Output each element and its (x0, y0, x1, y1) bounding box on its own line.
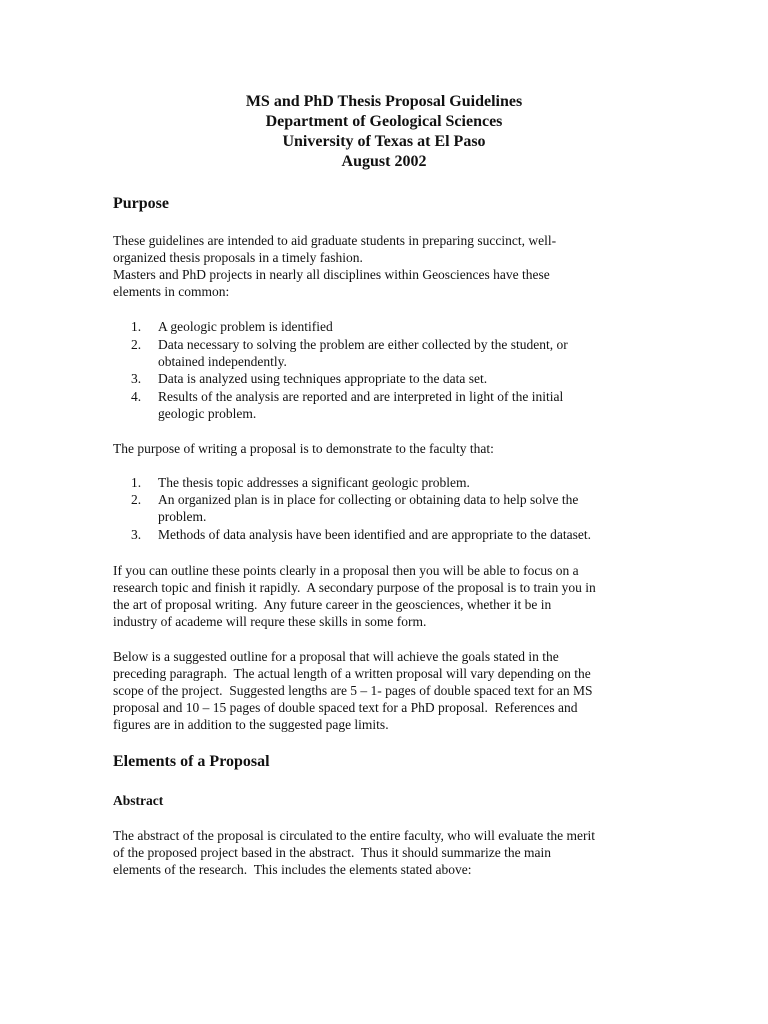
abstract-line: of the proposed project based in the abstract. Thus it should summarize the main (113, 845, 552, 860)
title-line-4: August 2002 (341, 153, 427, 170)
paragraph-line: figures are in addition to the suggested page limits. (113, 717, 389, 732)
title-line-3: University of Texas at El Paso (282, 133, 486, 150)
list-text: problem. (158, 509, 207, 524)
abstract-line: The abstract of the proposal is circulated to the entire faculty, who will evaluate the merit (113, 828, 595, 843)
purpose-intro-line: elements in common: (113, 284, 230, 299)
list-number: 2. (131, 337, 142, 352)
list-text: Data is analyzed using techniques appropriate to the data set. (158, 371, 488, 386)
paragraph-line: scope of the project. Suggested lengths are 5 – 1- pages of double spaced text for an MS (113, 683, 593, 698)
paragraph-line: the art of proposal writing. Any future career in the geosciences, whether it be in (113, 597, 552, 612)
list-text: Data necessary to solving the problem are either collected by the student, or (158, 337, 568, 352)
list-number: 4. (131, 389, 142, 404)
paragraph-line: proposal and 10 – 15 pages of double spaced text for a PhD proposal. References and (113, 700, 578, 715)
list-text: A geologic problem is identified (158, 319, 333, 334)
list-text: obtained independently. (158, 354, 287, 369)
list-number: 3. (131, 527, 142, 542)
abstract-line: elements of the research. This includes the elements stated above: (113, 862, 472, 877)
paragraph-line: Below is a suggested outline for a proposal that will achieve the goals stated in the (113, 649, 559, 664)
purpose-heading: Purpose (113, 195, 169, 212)
list-text: geologic problem. (158, 406, 257, 421)
list-text: The thesis topic addresses a significant geologic problem. (158, 475, 470, 490)
list-number: 1. (131, 475, 142, 490)
purpose-intro-line: These guidelines are intended to aid graduate students in preparing succinct, well- (113, 233, 557, 248)
elements-heading: Elements of a Proposal (113, 753, 270, 770)
purpose-intro-line: Masters and PhD projects in nearly all disciplines within Geosciences have these (113, 267, 550, 282)
paragraph-line: preceding paragraph. The actual length of a written proposal will vary depending on the (113, 666, 591, 681)
list2-intro: The purpose of writing a proposal is to demonstrate to the faculty that: (113, 441, 494, 456)
paragraph-line: If you can outline these points clearly in a proposal then you will be able to focus on a (113, 563, 579, 578)
paragraph-line: industry of academe will requre these skills in some form. (113, 614, 427, 629)
list-number: 1. (131, 319, 142, 334)
list-number: 3. (131, 371, 142, 386)
list-text: An organized plan is in place for collecting or obtaining data to help solve the (158, 492, 579, 507)
list-number: 2. (131, 492, 142, 507)
abstract-heading: Abstract (113, 793, 164, 808)
title-line-1: MS and PhD Thesis Proposal Guidelines (245, 93, 523, 110)
list-text: Results of the analysis are reported and are interpreted in light of the initial (158, 389, 564, 404)
list-text: Methods of data analysis have been identified and are appropriate to the dataset. (158, 527, 591, 542)
purpose-intro-line: organized thesis proposals in a timely fashion. (113, 250, 363, 265)
title-line-2: Department of Geological Sciences (265, 113, 503, 130)
paragraph-line: research topic and finish it rapidly. A secondary purpose of the proposal is to train you in (113, 580, 596, 595)
